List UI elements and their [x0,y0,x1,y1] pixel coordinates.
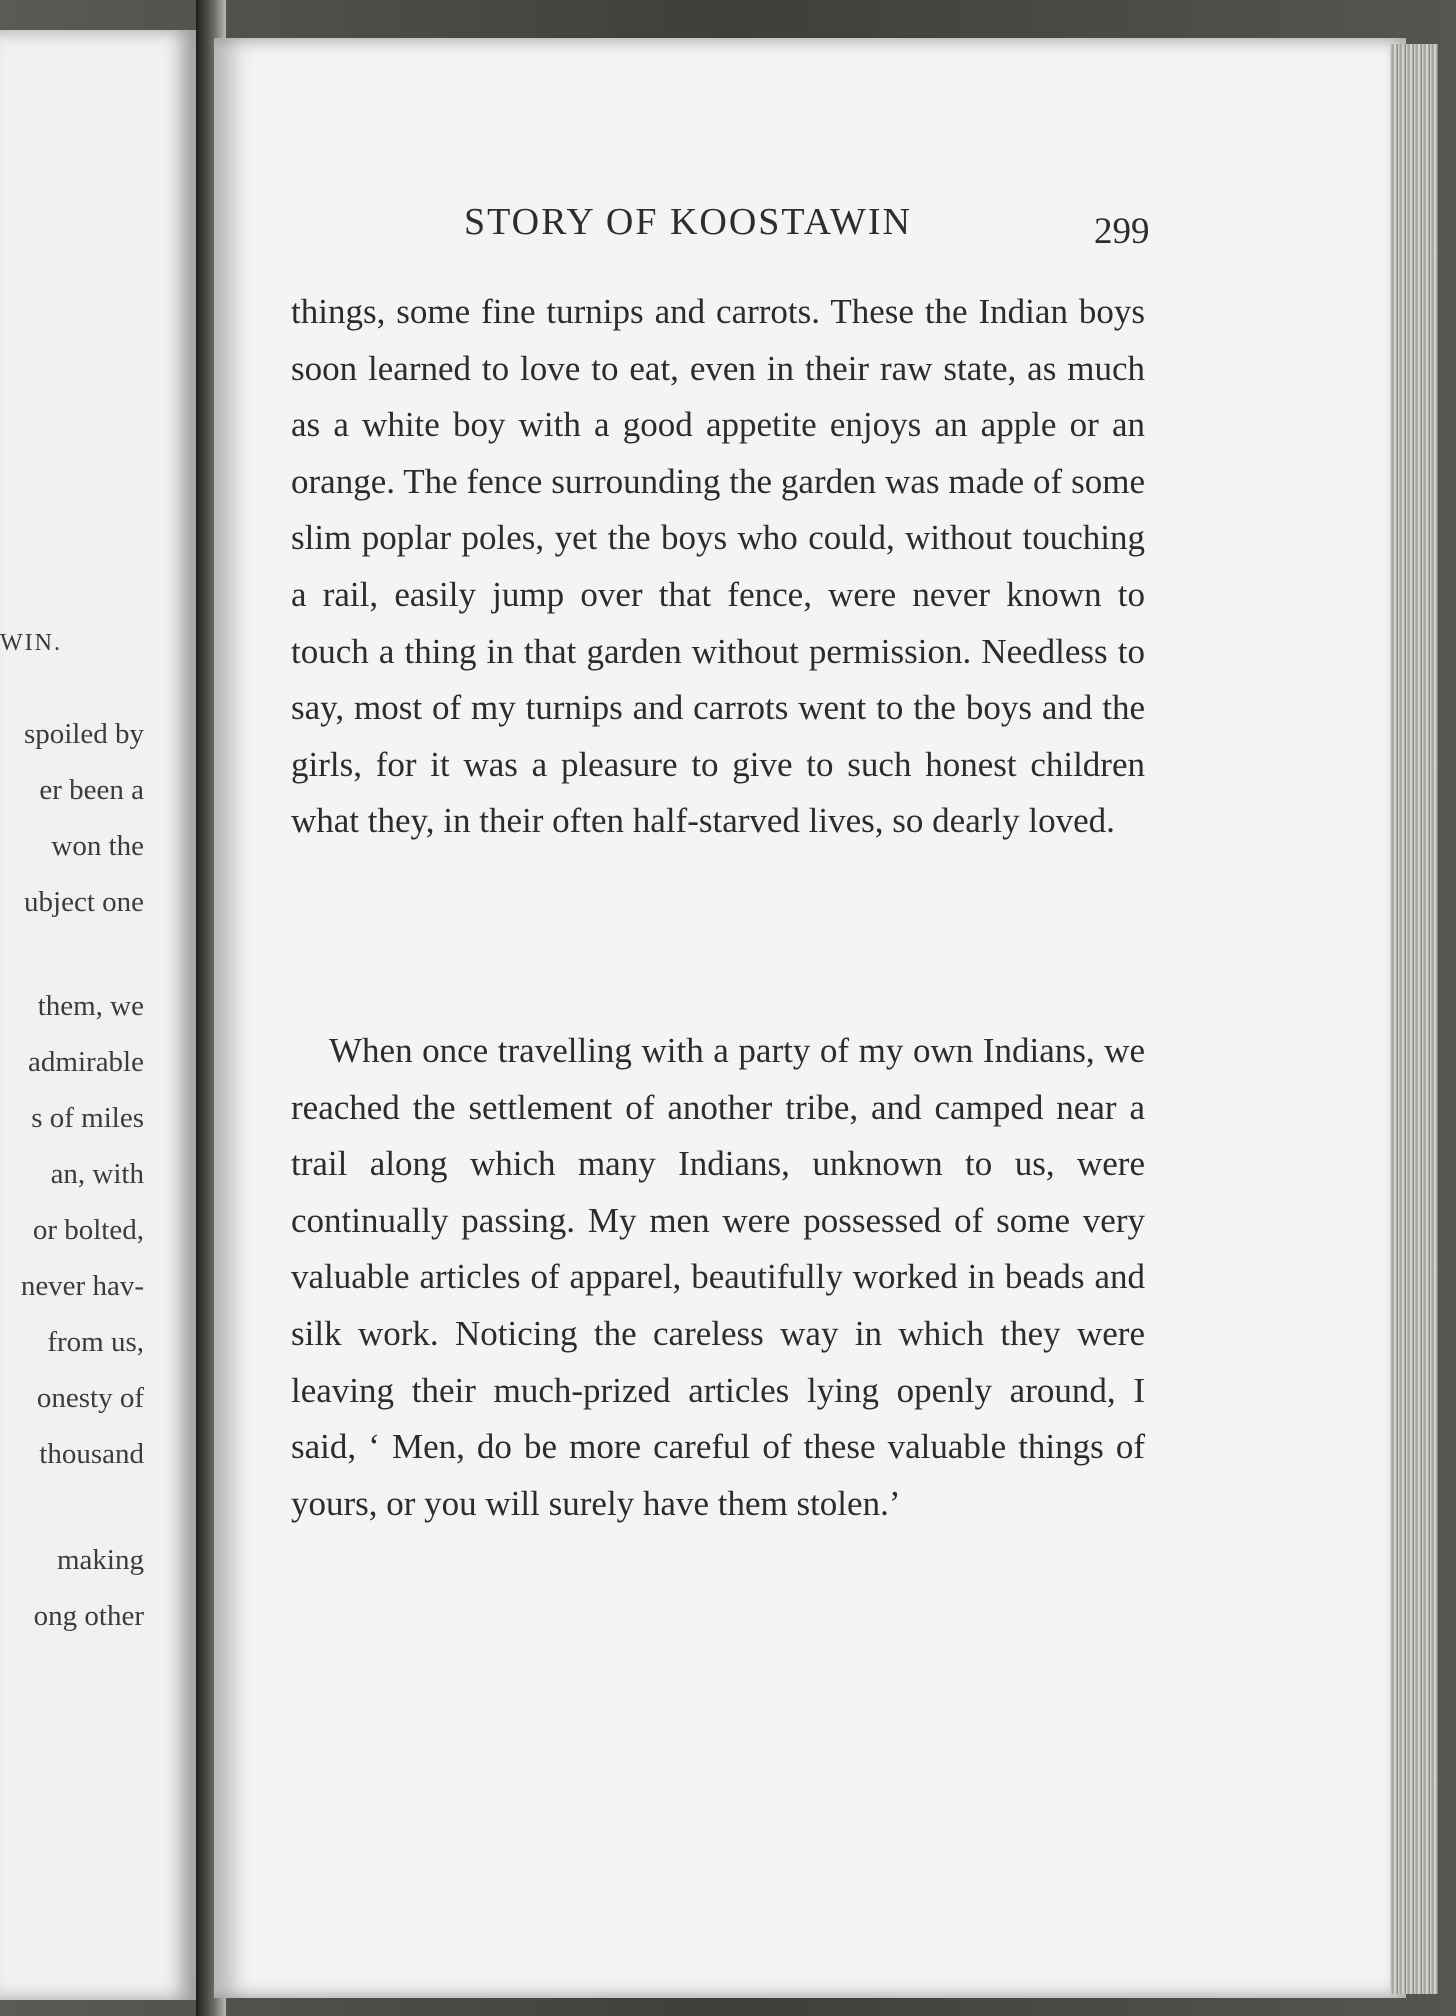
facing-page-line: onesty of [36,1382,144,1414]
facing-page-line: or bolted, [32,1214,144,1246]
facing-page-line: an, with [50,1158,144,1190]
facing-page-line: er been a [39,774,144,806]
facing-page-line: making [57,1544,144,1576]
facing-page-line: admirable [28,1046,144,1078]
facing-page-line: won the [51,830,144,862]
facing-page-line: spoiled by [23,718,144,750]
facing-page-line: s of miles [31,1102,144,1134]
running-head: STORY OF KOOSTAWIN [464,201,912,243]
facing-page-line: ubject one [24,886,144,918]
facing-page-line: from us, [47,1326,144,1358]
page-edges [1390,44,1438,1994]
facing-page-line: ong other [33,1600,144,1632]
facing-page-running-head: WIN. [0,630,62,656]
facing-page [0,30,202,2000]
body-paragraph: things, some fine turnips and carrots. These the Indian boys soon learned to love to eat, even in their raw state, as much as a white boy with a good appetite enjoys an apple or an orange. The fence surrounding the garden was made of some slim poplar poles, yet the boys who could, without touching a rail, easily jump over that fence, were never known to touch a thing in that garden without permission. Needless to say, most of my turnips and carrots went to the boys and the girls, for it was a pleasure to give to such honest children what they, in their often half-starved lives, so dearly loved. [291,292,1145,841]
facing-page-line: thousand [39,1438,144,1470]
body-paragraph: When once travelling with a party of my own Indians, we reached the settlement of another tribe, and camped near a trail along which many Indians, unknown to us, were continually passing. My men were possessed of some very valuable articles of apparel, beautifully worked in beads and silk work. Noticing the careless way in which they were leaving their much-prized articles lying openly around, I said, ‘ Men, do be more careful of these valuable things of yours, or you will surely have them stolen.’ [291,1031,1145,1523]
facing-page-line: never hav- [20,1270,144,1302]
facing-page-line: them, we [37,990,144,1022]
page-number: 299 [1094,211,1150,252]
